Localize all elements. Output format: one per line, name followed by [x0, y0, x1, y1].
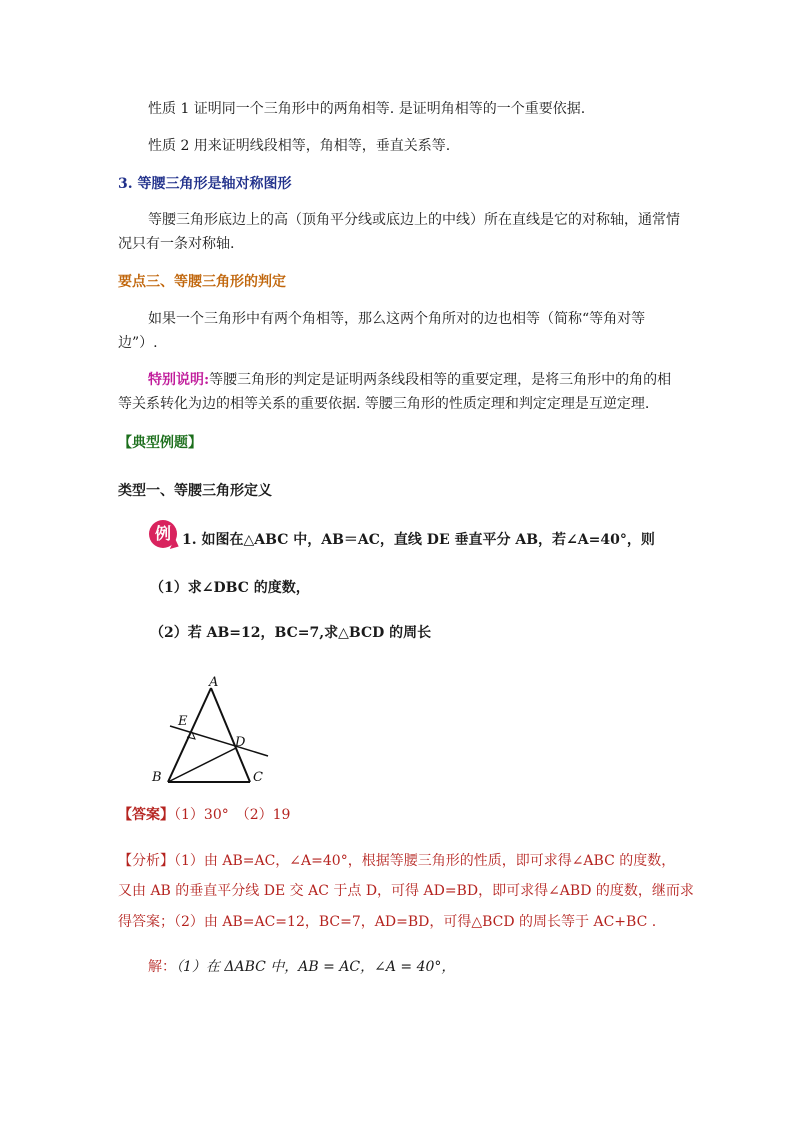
- analysis-line-1: [118, 851, 675, 871]
- property-1-text: 性质 1 证明同一个三角形中的两角相等. 是证明角相等的一个重要依据.: [148, 101, 586, 117]
- example-badge: 例: [149, 520, 177, 548]
- symmetry-text-line-2: 况只有一条对称轴.: [118, 236, 235, 252]
- label-b: B: [152, 770, 162, 785]
- analysis-label: 【分析】: [118, 853, 174, 869]
- solution-line: [148, 957, 455, 977]
- special-note-line-1: [148, 370, 671, 390]
- type-1-heading: 类型一、等腰三角形定义: [118, 483, 272, 499]
- label-c: C: [253, 770, 263, 785]
- key-point-3-heading: 要点三、等腰三角形的判定: [118, 274, 286, 290]
- analysis-line-2: 又由 AB 的垂直平分线 DE 交 AC 于点 D，可得 AD=BD，即可求得∠ABD 的度数，继而求: [118, 883, 694, 899]
- segment-bd: [168, 748, 236, 782]
- special-note-text: 等腰三角形的判定是证明两条线段相等的重要定理，是将三角形中的角的相: [209, 372, 672, 388]
- perpendicular-bisector-de: [170, 726, 268, 756]
- special-note-label: 特别说明:: [148, 372, 210, 388]
- solution-label: 解：: [148, 959, 176, 975]
- property-2-text: 性质 2 用来证明线段相等，角相等，垂直关系等.: [148, 138, 451, 154]
- typical-examples-header: 【典型例题】: [118, 435, 202, 451]
- label-a: A: [209, 675, 219, 690]
- label-e: E: [178, 714, 188, 729]
- criterion-text-line-1: 如果一个三角形中有两个角相等，那么这两个角所对的边也相等（简称“等角对等: [148, 311, 646, 327]
- special-note-line-2: 等关系转化为边的相等关系的重要依据. 等腰三角形的性质定理和判定定理是互逆定理.: [118, 396, 650, 412]
- symmetry-text-line-1: 等腰三角形底边上的高（顶角平分线或底边上的中线）所在直线是它的对称轴，通常情: [148, 212, 680, 228]
- analysis-text-1: （1）由 AB=AC，∠A=40°，根据等腰三角形的性质，即可求得∠ABC 的度数，: [174, 853, 676, 869]
- solution-text: （1）在 ΔABC 中，AB = AC，∠A = 40°，: [176, 959, 456, 975]
- triangle-figure: [140, 668, 280, 790]
- example-1-part-2: （2）若 AB=12，BC=7,求△BCD 的周长: [150, 625, 432, 641]
- answer-text: （1）30° （2）19: [174, 807, 291, 823]
- criterion-text-line-2: 边”）.: [118, 335, 158, 351]
- example-1-part-1: （1）求∠DBC 的度数，: [150, 580, 310, 596]
- answer-line: [118, 805, 290, 825]
- example-1-question: 1. 如图在△ABC 中，AB＝AC，直线 DE 垂直平分 AB，若∠A=40°，则: [182, 532, 655, 548]
- label-d: D: [235, 735, 246, 750]
- section-3-heading: 3. 等腰三角形是轴对称图形: [118, 176, 292, 192]
- analysis-line-3: 得答案；（2）由 AB=AC=12，BC=7，AD=BD，可得△BCD 的周长等于 AC+BC .: [118, 914, 657, 930]
- side-ab: [168, 688, 211, 782]
- answer-label: 【答案】: [118, 807, 174, 823]
